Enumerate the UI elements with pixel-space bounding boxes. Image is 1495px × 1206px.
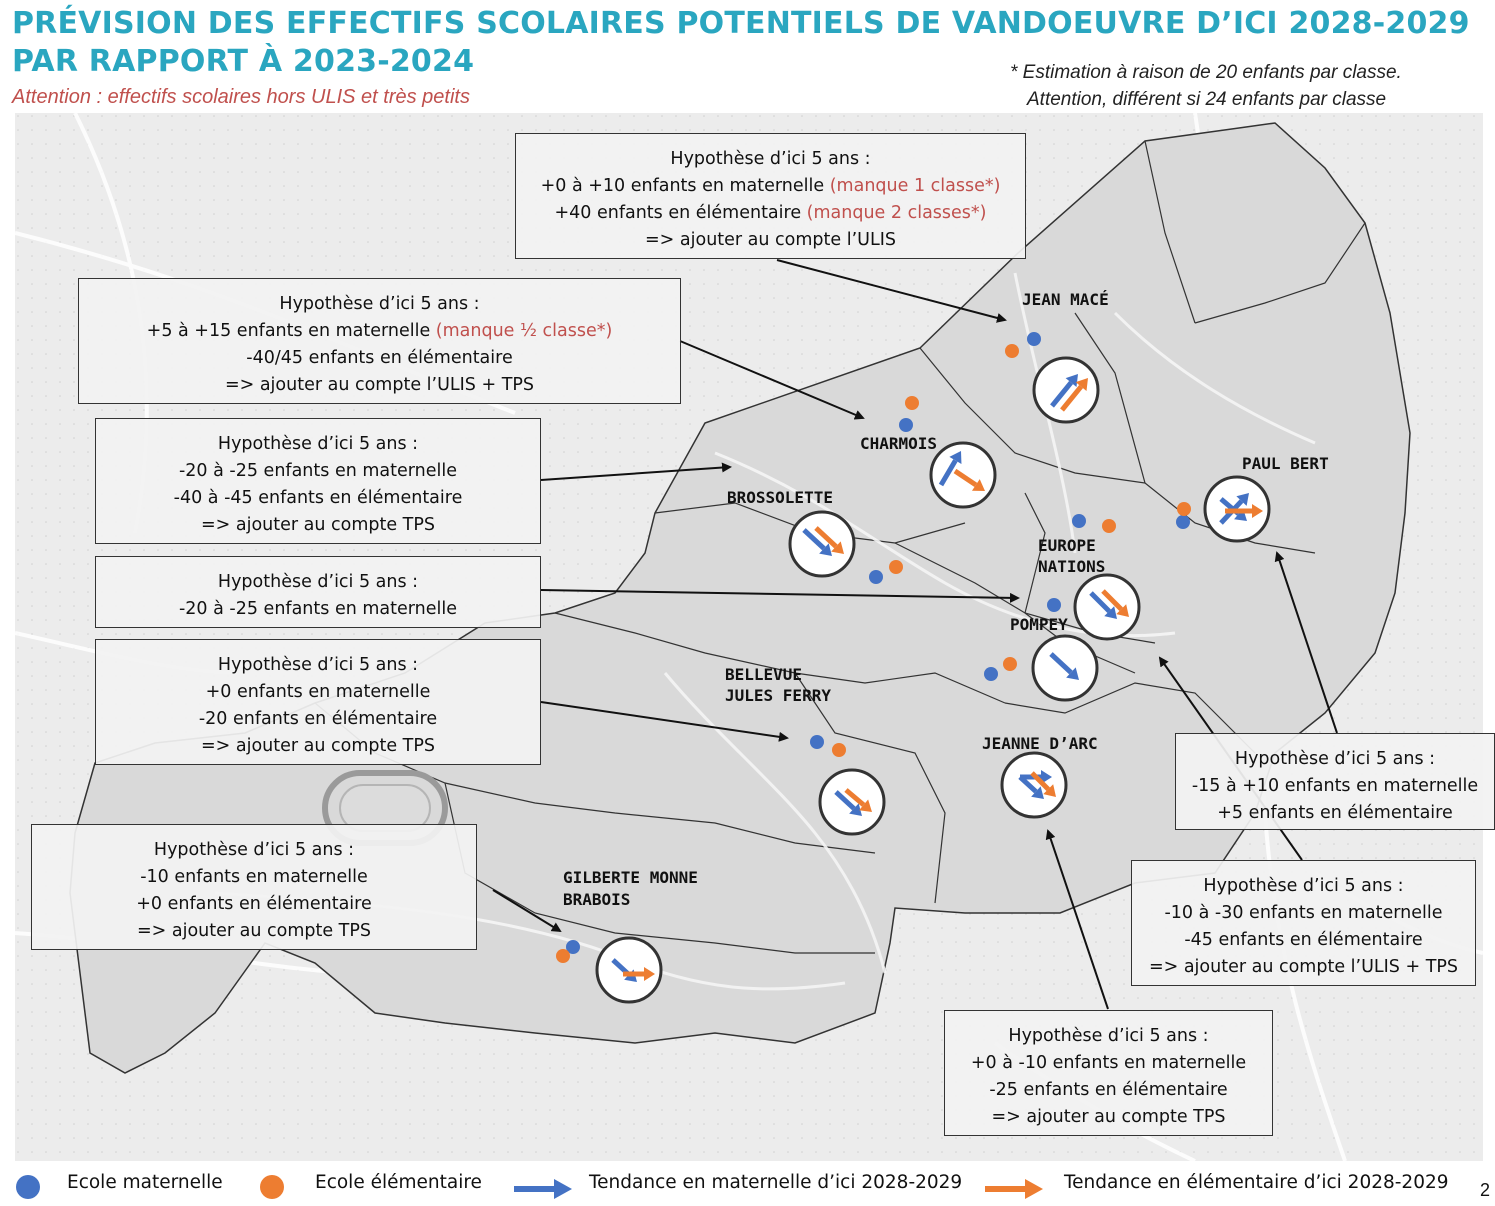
label-pompey: POMPEY [1010,615,1068,634]
trend-circle-pompey [1033,636,1097,700]
page-title-line2: PAR RAPPORT À 2023-2024 [12,44,475,79]
dot-elementaire-jean-mace [1005,344,1019,358]
box-jeanne-darc [944,1010,1273,1136]
legend-maternelle-label: Ecole maternelle [67,1172,223,1193]
trend-circle-outline [597,938,661,1002]
box-line: +0 enfants en maternelle [205,682,431,702]
box-line: -40 à -45 enfants en élémentaire [173,488,463,508]
box-warning: (manque 1 classe*) [829,176,1001,196]
label-nations: NATIONS [1038,557,1106,576]
label-jean-mace: JEAN MACÉ [1022,290,1109,309]
box-line: -40/45 enfants en élémentaire [246,348,513,368]
box-line: -10 à -30 enfants en maternelle [1164,903,1443,923]
box-bellevue [95,639,541,765]
box-warning: (manque ½ classe*) [435,321,613,341]
page-title-line1: PRÉVISION DES EFFECTIFS SCOLAIRES POTENTIELS DE VANDOEUVRE D’ICI 2028-2029 [12,6,1470,41]
box-line: +0 à -10 enfants en maternelle [970,1053,1247,1073]
label-charmois: CHARMOIS [860,434,938,453]
box-brossolette [95,418,541,544]
label-europe: EUROPE [1038,536,1096,555]
box-line: -20 enfants en élémentaire [198,709,438,729]
class-size-note: Attention, différent si 24 enfants par classe [1027,89,1387,110]
trend-circle-outline [1002,753,1066,817]
dot-elementaire-charmois [905,396,919,410]
box-line: Hypothèse d’ici 5 ans : [279,294,480,314]
box-line: Hypothèse d’ici 5 ans : [153,840,355,860]
legend-elementaire-arrow [985,1179,1043,1199]
dot-elementaire-gilberte [556,949,570,963]
label-gilberte-monne: GILBERTE MONNE [563,868,698,887]
trend-circle-gilberte [597,938,661,1002]
dot-elementaire-bellevue [832,743,846,757]
box-line: +40 enfants en élémentaire [554,203,807,223]
box-line: => ajouter au compte l’ULIS + TPS [224,375,535,395]
label-jeanne-darc: JEANNE D’ARC [982,734,1098,753]
dot-maternelle-paul-bert [1176,515,1190,529]
label-brossolette: BROSSOLETTE [727,488,833,507]
box-line: => ajouter au compte l’ULIS [645,230,896,250]
subtitle-warning: Attention : effectifs scolaires hors ULIS et très petits [12,86,470,108]
box-charmois [78,278,681,404]
page-number: 2 [1480,1180,1491,1200]
box-line: => ajouter au compte TPS [200,736,436,756]
trend-circle-outline [820,770,884,834]
box-line: Hypothèse d’ici 5 ans : [1234,749,1436,769]
estimation-note: * Estimation à raison de 20 enfants par classe. [1010,62,1402,83]
box-line: Hypothèse d’ici 5 ans : [1008,1026,1209,1046]
box-line: => ajouter au compte TPS [136,921,372,941]
box-line: +5 enfants en élémentaire [1217,803,1453,823]
dot-elementaire-europe [1102,519,1116,533]
box-line: -15 à +10 enfants en maternelle [1191,776,1479,796]
box-line: +0 enfants en élémentaire [136,894,372,914]
dot-elementaire-jeanne-darc [1003,657,1017,671]
trend-circle-charmois [931,443,995,507]
trend-circle-paul-bert [1205,477,1269,541]
box-line: Hypothèse d’ici 5 ans : [1203,876,1404,896]
label-paul-bert: PAUL BERT [1242,454,1329,473]
box-line: -20 à -25 enfants en maternelle [178,599,457,619]
trend-circle-europe [1075,575,1139,639]
dot-elementaire-brossolette [889,560,903,574]
box-line: Hypothèse d’ici 5 ans : [217,655,419,675]
box-line: => ajouter au compte TPS [200,515,436,535]
box-line: -45 enfants en élémentaire [1184,930,1423,950]
dot-maternelle-brossolette [869,570,883,584]
box-warning: (manque 2 classes*) [806,203,987,223]
box-paul-bert [1175,733,1495,830]
box-line: Hypothèse d’ici 5 ans : [670,149,871,169]
box-europe-nations [1131,860,1476,986]
legend-elementaire-dot [260,1175,284,1199]
legend-trend-maternelle-label: Tendance en maternelle d’ici 2028-2029 [589,1172,963,1193]
box-line: => ajouter au compte TPS [991,1107,1226,1127]
box-line: -10 enfants en maternelle [140,867,368,887]
trend-circle-jeanne-darc [1002,753,1066,817]
dot-maternelle-europe [1072,514,1086,528]
legend-elementaire-label: Ecole élémentaire [315,1172,482,1193]
dot-maternelle-charmois [899,418,913,432]
box-gilberte [31,824,477,950]
vandoeuvre-map [15,113,1483,1161]
dot-maternelle-jean-mace [1027,332,1041,346]
label-jules-ferry: JULES FERRY [725,686,831,705]
dot-maternelle-bellevue [810,735,824,749]
legend-maternelle-arrow [514,1179,572,1199]
dot-maternelle-pompey [1047,598,1061,612]
trend-circle-bellevue [820,770,884,834]
label-brabois: BRABOIS [563,890,631,909]
legend-maternelle-dot [16,1175,40,1199]
trend-circle-jean-mace [1034,358,1098,422]
label-bellevue: BELLEVUE [725,665,803,684]
box-line: Hypothèse d’ici 5 ans : [217,434,419,454]
box-line: -25 enfants en élémentaire [989,1080,1228,1100]
trend-circle-brossolette [790,512,854,576]
box-jean-mace [515,133,1026,259]
box-line: +5 à +15 enfants en maternelle [146,321,436,341]
box-line: Hypothèse d’ici 5 ans : [217,572,419,592]
dot-maternelle-jeanne-darc [984,667,998,681]
box-line: +0 à +10 enfants en maternelle [540,176,830,196]
box-line: -20 à -25 enfants en maternelle [178,461,457,481]
dot-elementaire-paul-bert [1177,502,1191,516]
box-pompey [95,556,541,628]
box-line: => ajouter au compte l’ULIS + TPS [1148,957,1459,977]
legend-trend-elementaire-label: Tendance en élémentaire d’ici 2028-2029 [1064,1172,1449,1193]
